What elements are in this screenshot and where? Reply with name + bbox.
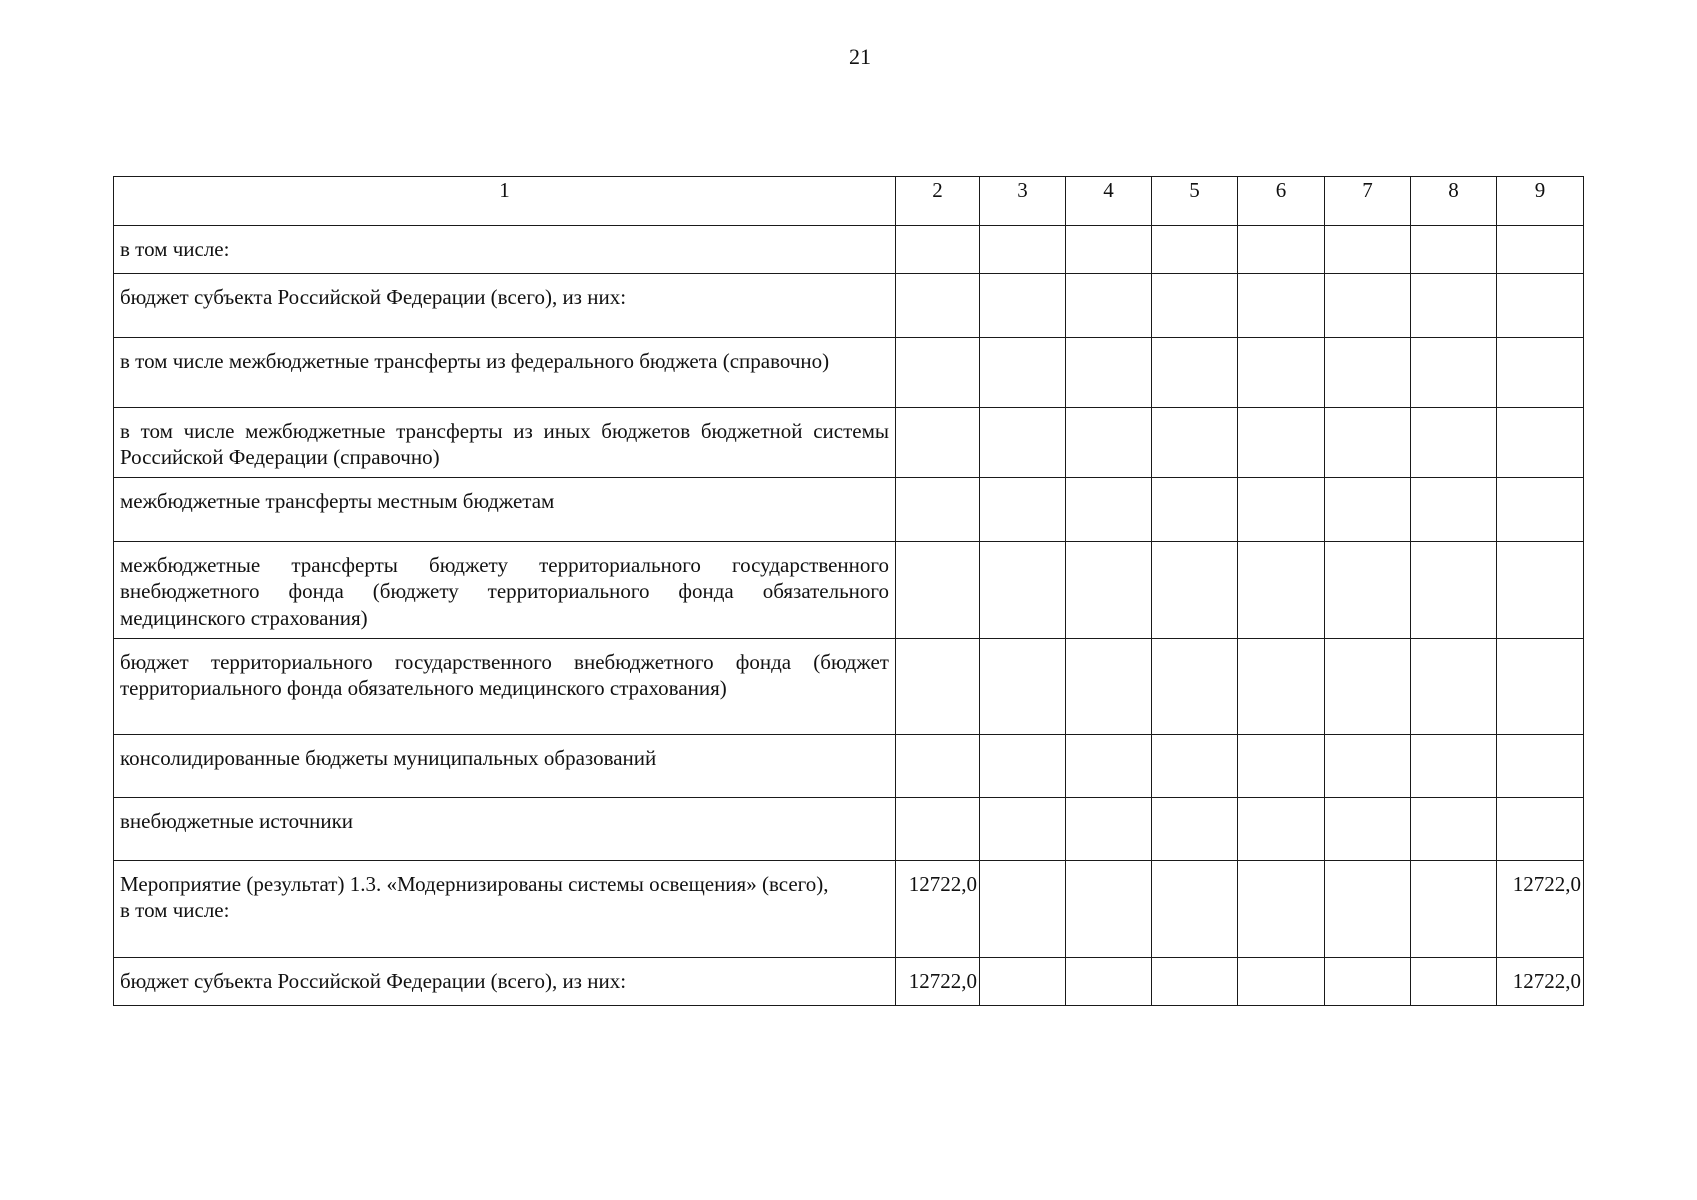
value-cell [1066,735,1152,798]
value-cell [1066,958,1152,1006]
value-cell [1066,798,1152,861]
value-cell: 12722,0 [1497,861,1584,958]
row-label: бюджет субъекта Российской Федерации (всего), из них: [114,958,896,1006]
column-header: 9 [1497,177,1584,226]
value-cell [1066,274,1152,338]
table-row [114,735,1584,798]
value-cell [980,735,1066,798]
row-label: в том числе: [114,226,896,274]
value-cell [1238,735,1325,798]
value-cell [1411,338,1497,408]
value-cell [1325,542,1411,639]
value-cell: 12722,0 [896,861,980,958]
value-cell [980,338,1066,408]
value-cell [896,226,980,274]
value-cell [1411,478,1497,542]
budget-table [113,176,1584,1006]
table-row [114,408,1584,478]
value-cell [1411,274,1497,338]
column-header: 8 [1411,177,1497,226]
value-cell [1497,226,1584,274]
value-cell [980,226,1066,274]
value-cell [1497,735,1584,798]
value-cell [1152,639,1238,735]
value-cell [1325,408,1411,478]
value-cell [1497,798,1584,861]
value-cell [1411,408,1497,478]
value-cell [1066,226,1152,274]
value-cell: 12722,0 [896,958,980,1006]
value-cell [1152,338,1238,408]
value-cell [1497,274,1584,338]
value-cell [1152,478,1238,542]
value-cell [980,274,1066,338]
value-cell [1325,478,1411,542]
value-cell [980,408,1066,478]
row-label: Мероприятие (результат) 1.3. «Модернизированы системы освещения» (всего), в том числе: [114,861,896,958]
table-row [114,958,1584,1006]
value-cell [980,861,1066,958]
value-cell [1152,274,1238,338]
value-cell [1497,478,1584,542]
value-cell [1152,735,1238,798]
value-cell [1066,408,1152,478]
value-cell [1411,861,1497,958]
row-label: бюджет территориального государственного внебюджетного фонда (бюджет территориального фонда обязательного медицинского страхования) [114,639,896,735]
table-row [114,861,1584,958]
value-cell [1411,735,1497,798]
value-cell [1238,958,1325,1006]
value-cell [1497,639,1584,735]
value-cell [896,798,980,861]
column-header: 1 [114,177,896,226]
value-cell [1325,958,1411,1006]
value-cell [1238,798,1325,861]
value-cell [980,958,1066,1006]
row-label: межбюджетные трансферты местным бюджетам [114,478,896,542]
value-cell [1152,226,1238,274]
value-cell [896,542,980,639]
table-row [114,639,1584,735]
value-cell [896,408,980,478]
value-cell [896,735,980,798]
row-label: консолидированные бюджеты муниципальных образований [114,735,896,798]
value-cell [1238,274,1325,338]
value-cell [1411,958,1497,1006]
value-cell [980,798,1066,861]
value-cell [896,274,980,338]
row-label: внебюджетные источники [114,798,896,861]
value-cell [1325,226,1411,274]
value-cell [1152,861,1238,958]
value-cell [1152,408,1238,478]
value-cell [1325,274,1411,338]
value-cell [1497,338,1584,408]
value-cell [1325,798,1411,861]
value-cell [896,478,980,542]
row-label: в том числе межбюджетные трансферты из иных бюджетов бюджетной системы Российской Федерации (справочно) [114,408,896,478]
value-cell [1325,735,1411,798]
value-cell [896,338,980,408]
table-row [114,478,1584,542]
value-cell [1238,408,1325,478]
column-header: 2 [896,177,980,226]
table-row [114,542,1584,639]
value-cell [1066,338,1152,408]
value-cell [1238,478,1325,542]
value-cell [980,478,1066,542]
row-label: межбюджетные трансферты бюджету территориального государственного внебюджетного фонда (бюджету территориального фонда обязательного медицинского страхования) [114,542,896,639]
value-cell [1411,798,1497,861]
value-cell [1066,639,1152,735]
header-row [114,177,1584,226]
value-cell [1411,542,1497,639]
value-cell [1152,958,1238,1006]
row-label: бюджет субъекта Российской Федерации (всего), из них: [114,274,896,338]
value-cell [1238,639,1325,735]
value-cell [1497,408,1584,478]
value-cell [1238,542,1325,639]
value-cell [1152,798,1238,861]
value-cell [896,639,980,735]
table-row [114,798,1584,861]
value-cell [1238,338,1325,408]
table-body [114,226,1584,1006]
table-row [114,274,1584,338]
value-cell [1152,542,1238,639]
table-row [114,226,1584,274]
value-cell: 12722,0 [1497,958,1584,1006]
value-cell [1325,861,1411,958]
page-number: 21 [849,44,871,69]
column-header: 6 [1238,177,1325,226]
value-cell [1411,226,1497,274]
column-header: 3 [980,177,1066,226]
value-cell [1325,639,1411,735]
value-cell [1066,861,1152,958]
value-cell [980,639,1066,735]
value-cell [980,542,1066,639]
table-row [114,338,1584,408]
value-cell [1325,338,1411,408]
value-cell [1066,542,1152,639]
column-header: 5 [1152,177,1238,226]
row-label: в том числе межбюджетные трансферты из федерального бюджета (справочно) [114,338,896,408]
column-header: 4 [1066,177,1152,226]
value-cell [1411,639,1497,735]
value-cell [1238,861,1325,958]
value-cell [1238,226,1325,274]
value-cell [1497,542,1584,639]
column-header: 7 [1325,177,1411,226]
value-cell [1066,478,1152,542]
